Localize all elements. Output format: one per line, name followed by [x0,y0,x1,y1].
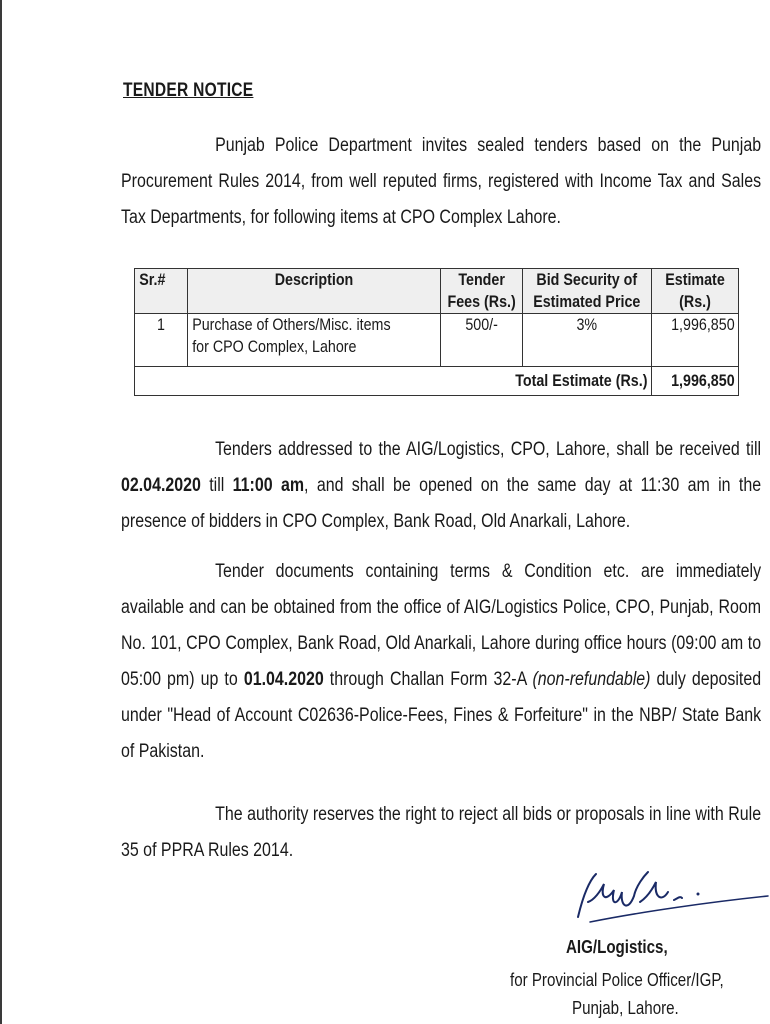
signatory-title: AIG/Logistics, [566,937,668,957]
row-description-line2: for CPO Complex, Lahore [192,337,357,356]
header-bid-security-line2: Estimated Price [533,292,641,311]
documents-text-3: duly deposited under "Head of Account C02636-Police-Fees, Fines & Forfeiture" in the NBP/ State Bank of Pakistan. [121,669,762,762]
row-sr: 1 [157,315,165,334]
intro-paragraph [121,128,761,236]
receipt-text-2: , and shall be opened on the same day at 11:30 am in the presence of bidders in CPO Complex, Bank Road, Old Anarkali, Lahore. [121,475,762,532]
documents-text-1: Tender documents containing terms & Condition etc. are immediately available and can be obtained from the office of AIG/Logistics Police, CPO, Punjab, Room No. 101, CPO Complex, Bank Road, Old Anarkali, Lahore during office hours (09:00 am to 05:00 pm) up to [121,561,762,690]
total-value: 1,996,850 [670,371,735,390]
documents-nonrefundable: (non-refundable) [532,669,651,690]
authority-paragraph [121,797,761,869]
receipt-till: till [209,475,225,496]
header-estimate-line1: Estimate [665,270,725,289]
table-header-row [135,269,739,314]
header-tender-fees-line1: Tender [458,270,505,289]
receipt-date: 02.04.2020 [121,475,201,496]
page-edge-line [0,0,2,1024]
table-total-row [135,367,739,396]
row-bid-security: 3% [576,315,598,334]
total-label: Total Estimate (Rs.) [515,371,648,390]
documents-paragraph [121,554,761,770]
row-estimate: 1,996,850 [670,315,735,334]
header-bid-security-line1: Bid Security of [536,270,638,289]
handwritten-signature [570,862,770,932]
documents-text-2: through Challan Form 32-A [329,669,527,690]
row-tender-fees: 500/- [465,315,498,334]
receipt-text-1: Tenders addressed to the AIG/Logistics, CPO, Lahore, shall be received till [215,439,762,460]
signatory-line3: Punjab, Lahore. [572,998,679,1018]
page-title: TENDER NOTICE [123,80,254,101]
table-row [135,314,739,367]
authority-text: The authority reserves the right to reject all bids or proposals in line with Rule 35 of PPRA Rules 2014. [121,804,762,861]
receipt-paragraph [121,432,761,540]
header-description: Description [274,270,354,289]
header-sr: Sr.# [139,270,166,289]
tender-table [134,268,739,396]
documents-date: 01.04.2020 [243,669,324,690]
signatory-line2: for Provincial Police Officer/IGP, [510,970,724,990]
receipt-time: 11:00 am [232,475,305,496]
header-estimate-line2: (Rs.) [678,292,711,311]
header-tender-fees-line2: Fees (Rs.) [447,292,516,311]
intro-text: Punjab Police Department invites sealed tenders based on the Punjab Procurement Rules 2014, from well reputed firms, registered with Income Tax and Sales Tax Departments, for following items at CPO Complex Lahore. [121,135,762,228]
row-description-line1: Purchase of Others/Misc. items [192,315,391,334]
